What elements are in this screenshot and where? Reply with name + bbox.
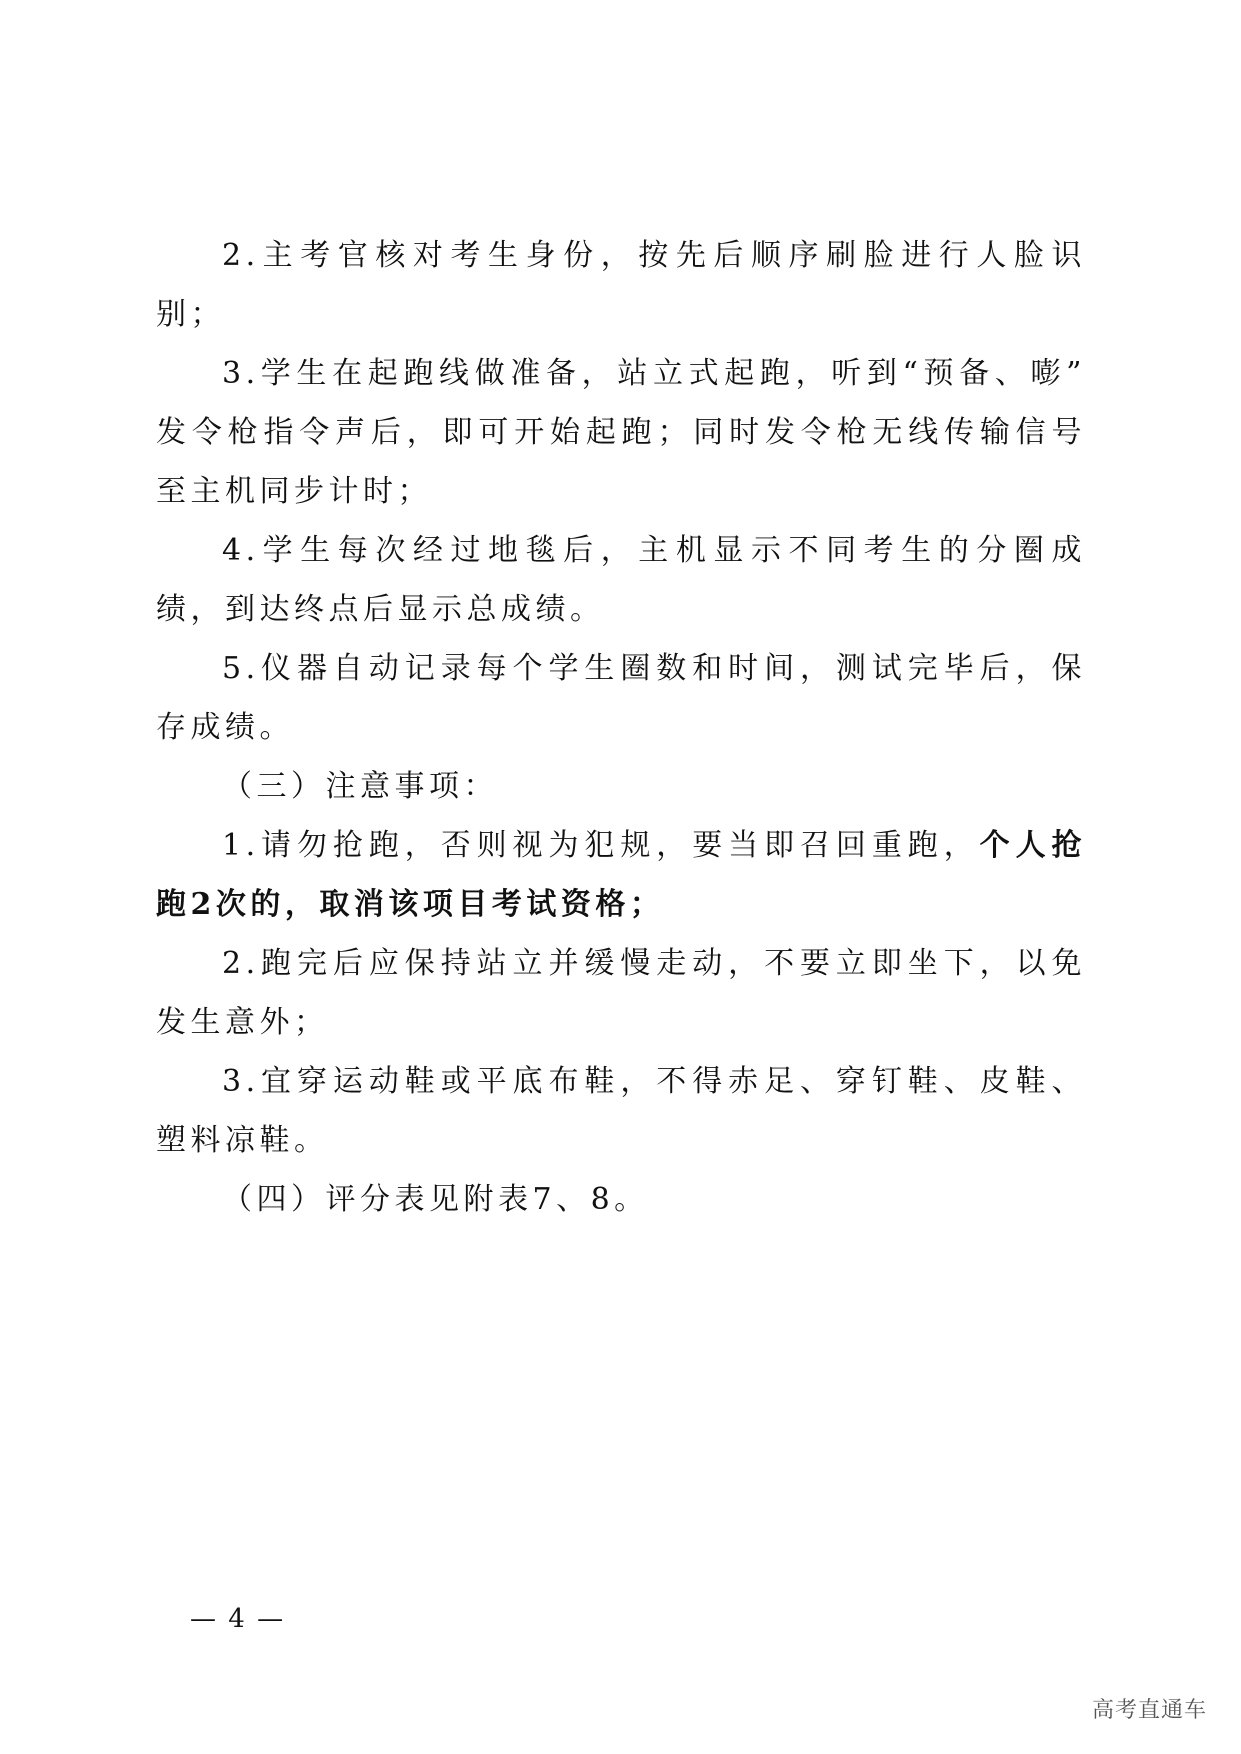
body-text [156, 226, 1086, 1229]
step-2-paragraph [156, 226, 1086, 344]
heading-text: （三）注意事项： [222, 769, 498, 804]
section-heading-notes [156, 757, 1086, 816]
step-3-paragraph [156, 344, 1086, 521]
step-5-paragraph [156, 639, 1086, 757]
note-2-paragraph [156, 934, 1086, 1052]
paragraph-text: 4.学生每次经过地毯后，主机显示不同考生的分圈成绩，到达终点后显示总成绩。 [156, 533, 1086, 627]
note-3-paragraph [156, 1052, 1086, 1170]
heading-text: （四）评分表见附表7、8。 [222, 1182, 649, 1217]
note-1-paragraph [156, 816, 1086, 934]
page-number: — 4 — [190, 1604, 286, 1634]
watermark-text: 高考直通车 [1091, 1698, 1207, 1723]
paragraph-text: 1.请勿抢跑，否则视为犯规，要当即召回重跑， [222, 828, 980, 863]
bold-warning-text: 个人抢跑2次的，取消该项目考试资格； [156, 828, 1086, 922]
paragraph-text: 3.宜穿运动鞋或平底布鞋，不得赤足、穿钉鞋、皮鞋、塑料凉鞋。 [156, 1064, 1086, 1158]
step-4-paragraph [156, 521, 1086, 639]
paragraph-text: 3.学生在起跑线做准备，站立式起跑，听到“预备、嘭” 发令枪指令声后，即可开始起跑；同时发令枪无线传输信号至主机同步计时； [156, 356, 1086, 509]
section-heading-scoring [156, 1170, 1086, 1229]
paragraph-text: 2.主考官核对考生身份，按先后顺序刷脸进行人脸识别； [156, 238, 1086, 332]
paragraph-text: 2.跑完后应保持站立并缓慢走动，不要立即坐下，以免发生意外； [156, 946, 1086, 1040]
paragraph-text: 5.仪器自动记录每个学生圈数和时间，测试完毕后，保存成绩。 [156, 651, 1086, 745]
